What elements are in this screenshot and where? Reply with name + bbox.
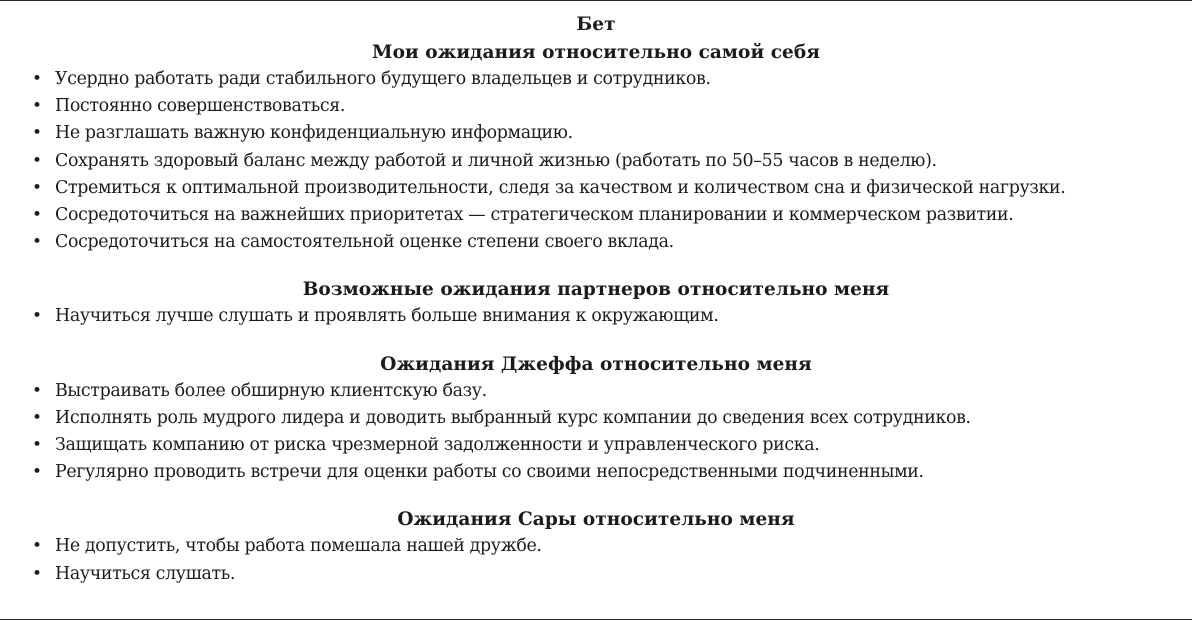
bullet-icon: • [32,563,42,584]
bullet-icon: • [32,123,42,144]
bullet-icon: • [32,536,42,557]
list-item [0,533,1192,560]
list-item-text: Не допустить, чтобы работа помешала нашей дружбе. [55,536,542,557]
bullet-list [0,303,1192,330]
bullet-list [0,378,1192,487]
list-item-text: Стремиться к оптимальной производительности, следя за качеством и количеством сна и физической нагрузки. [55,177,1066,198]
bullet-icon: • [32,435,42,456]
bullet-icon: • [32,177,42,198]
list-item-text: Усердно работать ради стабильного будущего владельцев и сотрудников. [55,69,711,89]
section-jeff-expectations [0,351,1192,487]
list-item-text: Сосредоточиться на самостоятельной оценке степени своего вклада. [55,232,674,253]
list-item-text: Сосредоточиться на важнейших приоритетах — стратегическом планировании и коммерческом развитии. [55,205,1014,226]
list-item-text: Научиться лучше слушать и проявлять больше внимания к окружающим. [55,306,719,327]
bullet-icon: • [32,205,42,226]
bullet-icon: • [32,96,42,117]
bullet-icon: • [32,232,42,253]
bullet-icon: • [32,407,42,428]
list-item-text: Защищать компанию от риска чрезмерной задолженности и управленческого риска. [55,435,820,456]
list-item-text: Исполнять роль мудрого лидера и доводить выбранный курс компании до сведения всех сотрудников. [55,407,971,428]
bullet-list [0,66,1192,256]
list-item [0,66,1192,93]
document-content [0,11,1192,588]
list-item-text: Научиться слушать. [55,563,236,584]
bullet-icon: • [32,380,42,401]
bullet-icon: • [32,150,42,171]
list-item [0,202,1192,229]
list-item [0,561,1192,588]
list-item [0,229,1192,256]
section-heading: Ожидания Джеффа относительно меня [380,353,812,375]
list-item [0,148,1192,175]
list-item-text: Не разглашать важную конфиденциальную информацию. [55,123,573,144]
bullet-list [0,533,1192,587]
section-self-expectations [0,39,1192,256]
list-item [0,175,1192,202]
list-item [0,93,1192,120]
document-title: Бет [576,14,616,35]
list-item [0,432,1192,459]
list-item-text: Постоянно совершенствоваться. [55,96,346,117]
section-sarah-expectations [0,506,1192,587]
section-heading: Возможные ожидания партнеров относительно меня [302,279,890,301]
list-item [0,303,1192,330]
bullet-icon: • [32,462,42,483]
list-item [0,405,1192,432]
bullet-icon: • [32,69,42,89]
list-item [0,120,1192,147]
list-item-text: Сохранять здоровый баланс между работой и личной жизнью (работать по 50–55 часов в неделю). [55,150,937,171]
list-item-text: Регулярно проводить встречи для оценки работы со своими непосредственными подчиненными. [55,462,924,483]
section-partners-expectations [0,276,1192,330]
list-item-text: Выстраивать более обширную клиентскую базу. [55,380,487,401]
section-heading: Ожидания Сары относительно меня [397,509,795,531]
list-item [0,459,1192,486]
list-item [0,378,1192,405]
section-heading: Мои ожидания относительно самой себя [372,42,820,63]
bullet-icon: • [32,306,42,327]
